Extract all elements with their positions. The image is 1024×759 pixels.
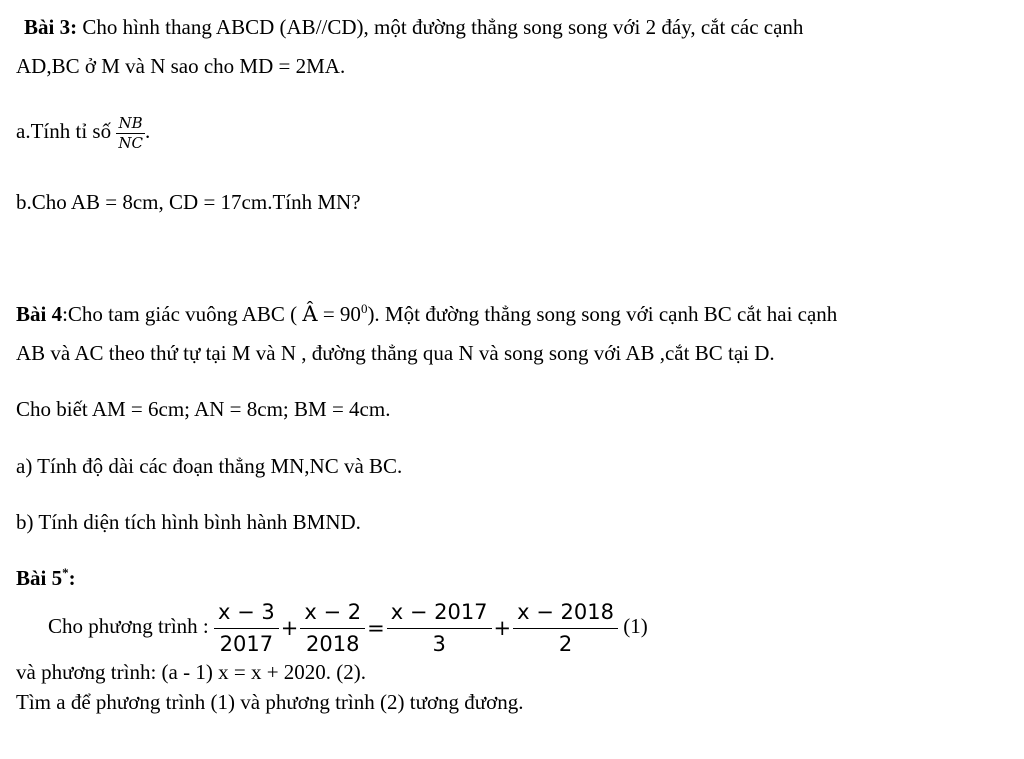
bai5-star: * [62, 565, 69, 580]
bai3-line1 [24, 14, 803, 40]
plus-sign-2: + [493, 616, 512, 641]
bai5-heading-line [16, 565, 76, 591]
bai3-line2: AD,BC ở M và N sao cho MD = 2MA. [16, 54, 346, 78]
bai4-given: Cho biết AM = 6cm; AN = 8cm; BM = 4cm. [16, 397, 391, 421]
fraction-3-num: x − 2017 [390, 599, 488, 624]
bai5-line2: và phương trình: (a - 1) x = x + 2020. (2). [16, 660, 367, 684]
bai4-heading: Bài 4 [16, 302, 63, 326]
fraction-4 [513, 597, 618, 660]
bai3-part-b: b.Cho AB = 8cm, CD = 17cm.Tính MN? [16, 190, 361, 214]
fraction-2-den: 2018 [300, 628, 365, 660]
fraction-4-den: 2 [513, 628, 618, 660]
bai4-line2: AB và AC theo thứ tự tại M và N , đường thẳng qua N và song song với AB ,cắt BC tại D. [16, 341, 775, 365]
plus-sign-1: + [280, 616, 299, 641]
bai5-heading: Bài 5 [16, 566, 63, 590]
bai4-line1-a: :Cho tam giác vuông ABC ( [62, 302, 303, 326]
ratio-denominator: NC [118, 133, 143, 152]
bai4-line1 [16, 301, 837, 327]
bai3-part-a [16, 107, 150, 155]
fraction-4-num: x − 2018 [517, 599, 614, 624]
ratio-numerator: NB [118, 113, 143, 132]
bai3-line1-text: Cho hình thang ABCD (AB//CD), một đường thẳng song song với 2 đáy, cắt các cạnh [77, 15, 804, 39]
bai4-line1-eq: = 90 [317, 302, 361, 326]
fraction-1-num: x − 3 [218, 599, 275, 624]
bai4-part-b: b) Tính diện tích hình bình hành BMND. [16, 510, 361, 534]
bai5-colon: : [68, 566, 76, 590]
bai3-part-a-prefix: a.Tính tỉ số [16, 119, 117, 143]
bai3-heading: Bài 3: [24, 15, 78, 39]
equals-sign: = [367, 616, 385, 641]
equation-prefix: Cho phương trình : [48, 614, 214, 638]
fraction-3-den: 3 [387, 628, 492, 660]
equation-label: (1) [617, 614, 648, 638]
fraction-1-den: 2017 [214, 628, 279, 660]
ratio-nb-nc [116, 114, 145, 153]
bai4-part-a: a) Tính độ dài các đoạn thẳng MN,NC và BC. [16, 454, 403, 478]
degree-sign: 0 [360, 301, 368, 316]
equation-1 [48, 594, 648, 660]
bai5-line3: Tìm a để phương trình (1) và phương trình (2) tương đương. [16, 690, 524, 714]
bai4-line1-b: ). Một đường thẳng song song với cạnh BC cắt hai cạnh [367, 302, 838, 326]
fraction-2 [300, 597, 365, 660]
bai3-part-a-suffix: . [144, 119, 151, 143]
fraction-3 [387, 597, 492, 660]
fraction-1 [214, 597, 279, 660]
fraction-2-num: x − 2 [304, 599, 362, 624]
angle-a-hat: Â [302, 302, 318, 326]
